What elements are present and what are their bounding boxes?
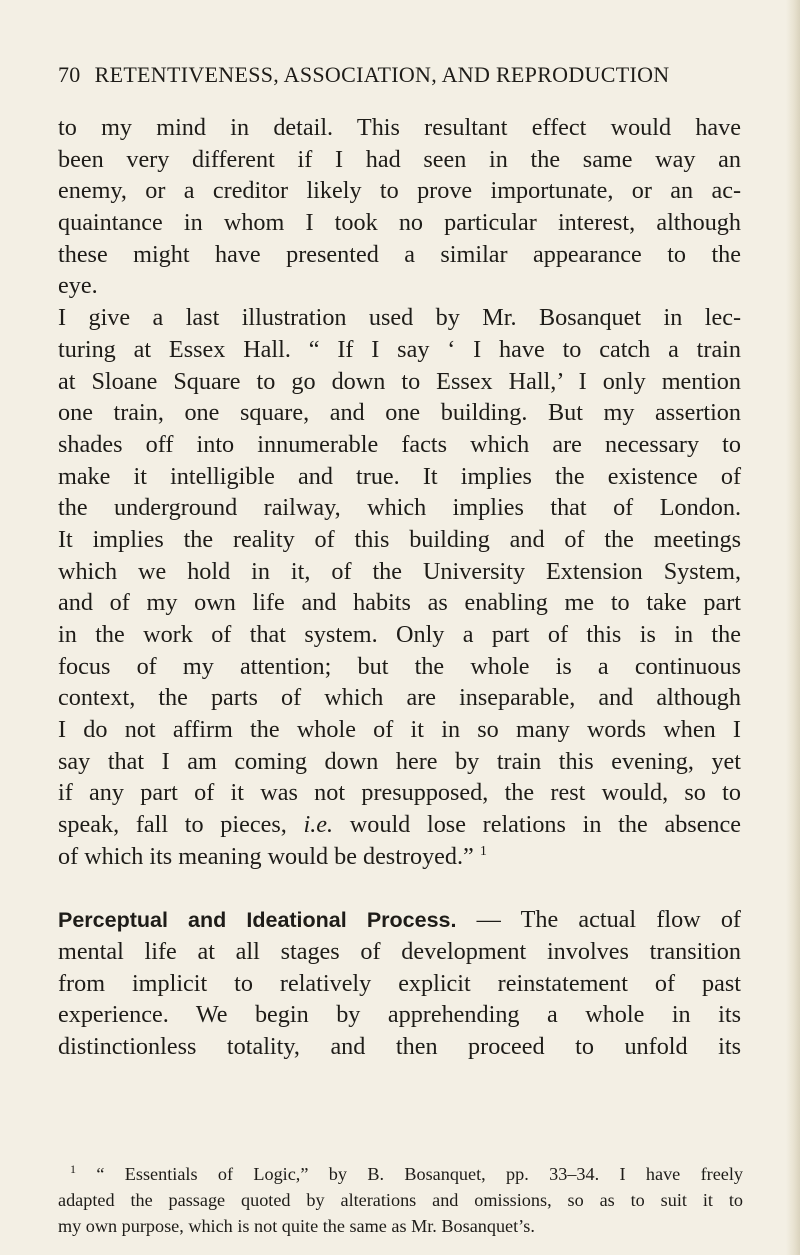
text-line: make it intelligible and true. It implies the existence of	[58, 462, 741, 490]
text-line: at Sloane Square to go down to Essex Hall,’ I only mention	[58, 367, 741, 395]
text-line: turing at Essex Hall. “ If I say ‘ I have to catch a train	[58, 335, 741, 363]
text-line: experience. We begin by apprehending a whole in its	[58, 1001, 741, 1029]
page-number: 70	[58, 62, 81, 87]
text-line: distinctionless totality, and then proceed to unfold its	[58, 1032, 741, 1060]
footnote-text: “ Essentials of Logic,” by B. Bosanquet, pp. 33–34. I have freely	[96, 1164, 743, 1184]
text-line: say that I am coming down here by train this evening, yet	[58, 747, 741, 775]
blank-line	[58, 873, 741, 905]
running-title: RETENTIVENESS, ASSOCIATION, AND REPRODUCTION	[94, 62, 670, 87]
text-line: one train, one square, and one building. But my assertion	[58, 399, 741, 427]
section-heading: Perceptual and Ideational Process.	[58, 908, 457, 933]
text-line: quaintance in whom I took no particular interest, although	[58, 209, 741, 237]
footnote-marker: 1	[70, 1161, 76, 1176]
text-line: the underground railway, which implies that of London.	[58, 494, 741, 522]
text-line: enemy, or a creditor likely to prove importunate, or an ac-	[58, 177, 741, 205]
paragraph-3	[58, 904, 741, 1062]
text-line: shades off into innumerable facts which are necessary to	[58, 430, 741, 458]
text-line	[58, 904, 741, 936]
text-line: if any part of it was not presupposed, the rest would, so to	[58, 779, 741, 807]
text-line: from implicit to relatively explicit reinstatement of past	[58, 969, 741, 997]
text-line: focus of my attention; but the whole is a continuous	[58, 652, 741, 680]
footnote-line: adapted the passage quoted by alterations and omissions, so as to suit it to	[58, 1190, 743, 1210]
text-line: I do not affirm the whole of it in so many words when I	[58, 716, 741, 744]
text-line	[58, 841, 741, 873]
text-segment: of which its meaning would be destroyed.”	[58, 842, 474, 870]
paragraph-1	[58, 112, 741, 302]
text-segment: speak, fall to pieces,	[58, 811, 287, 839]
text-line: in the work of that system. Only a part of this is in the	[58, 621, 741, 648]
text-line: to my mind in detail. This resultant effect would have	[58, 114, 741, 141]
text-segment: — The actual flow of	[456, 906, 741, 934]
text-line: context, the parts of which are inseparable, and although	[58, 684, 741, 712]
footnote-line: my own purpose, which is not quite the same as Mr. Bosanquet’s.	[58, 1216, 535, 1236]
text-segment: would lose relations in the absence	[333, 811, 741, 839]
footnote-reference[interactable]: 1	[479, 843, 487, 859]
text-line: mental life at all stages of development involves transition	[58, 937, 741, 965]
main-text	[58, 112, 741, 1063]
paragraph-2	[58, 302, 741, 872]
text-line: these might have presented a similar appearance to the	[58, 240, 741, 268]
page-edge-shadow	[786, 0, 800, 1255]
italic-abbreviation: i.e.	[303, 811, 334, 839]
text-line	[58, 809, 741, 841]
footnote-line	[58, 1161, 743, 1187]
text-line: eye.	[58, 272, 98, 300]
footnote	[58, 1161, 743, 1239]
text-line: I give a last illustration used by Mr. Bosanquet in lec-	[58, 304, 741, 332]
text-line: and of my own life and habits as enabling me to take part	[58, 589, 741, 617]
text-line: It implies the reality of this building and of the meetings	[58, 525, 741, 553]
text-line: which we hold in it, of the University Extension System,	[58, 557, 741, 585]
text-line: been very different if I had seen in the same way an	[58, 145, 741, 173]
running-header	[58, 62, 743, 88]
